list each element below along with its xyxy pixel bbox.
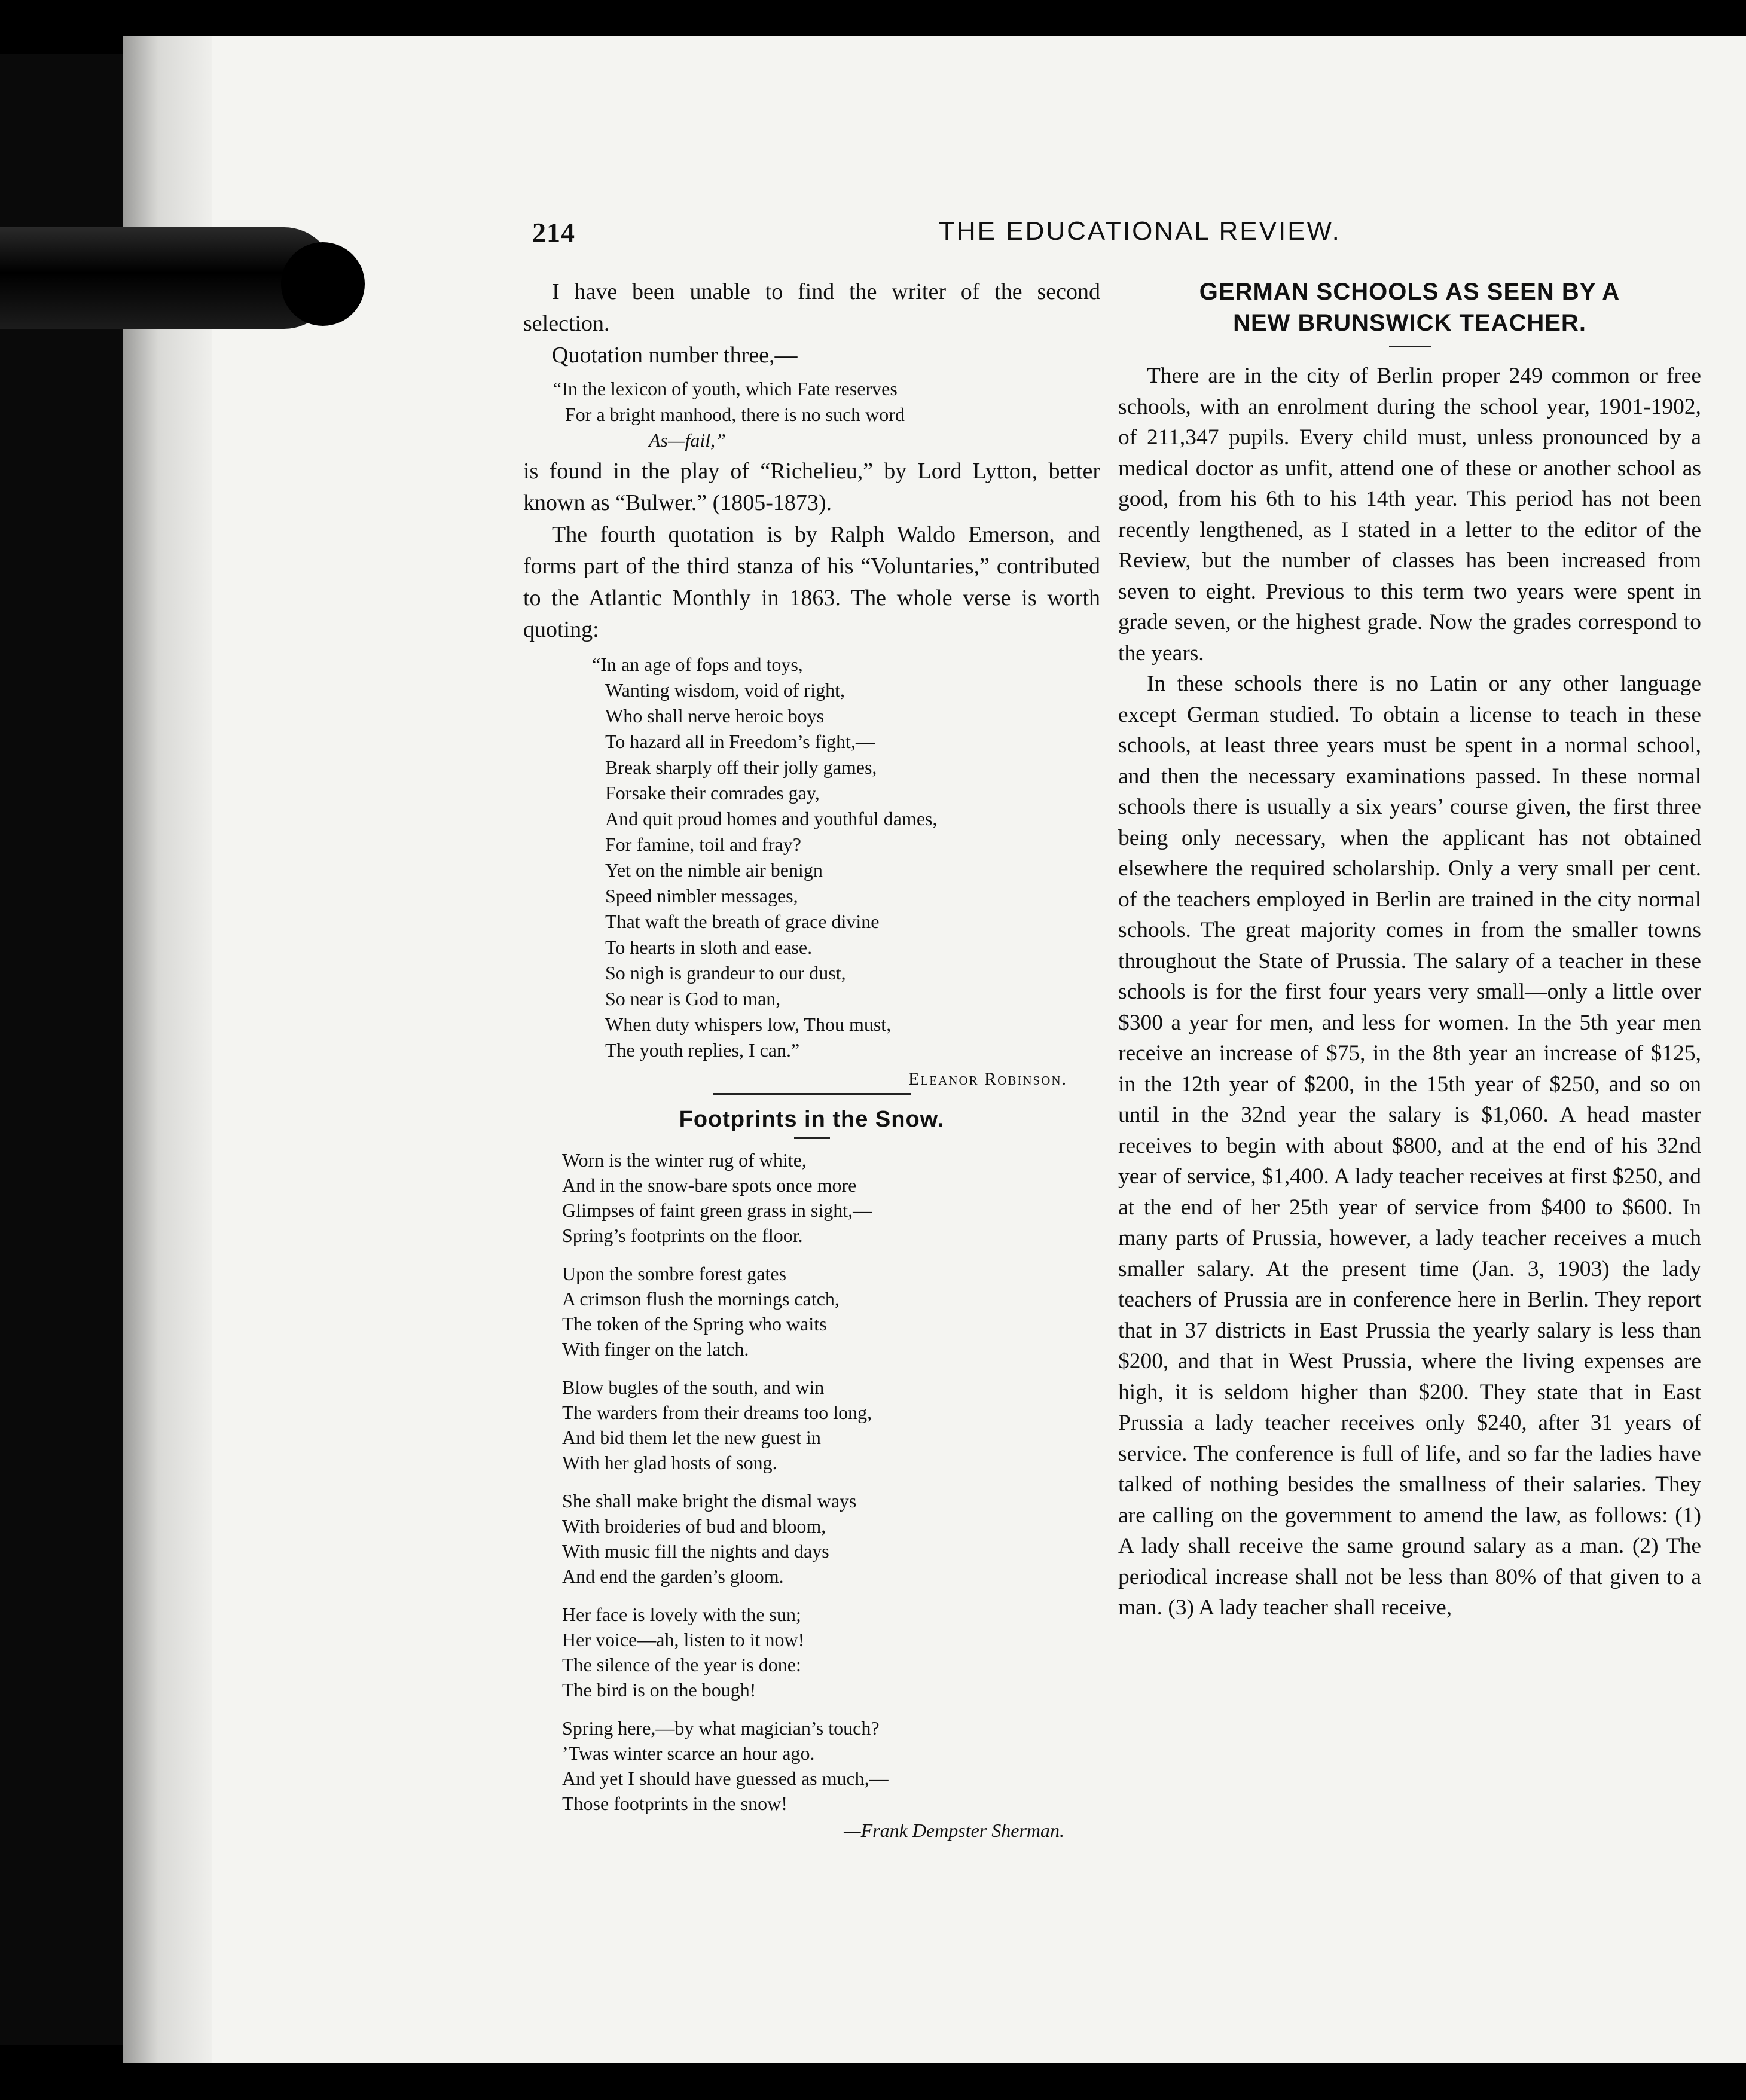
right-column bbox=[1118, 276, 1701, 1623]
verse-line: When duty whispers low, Thou must, bbox=[605, 1014, 892, 1035]
poem-stanza bbox=[562, 1488, 1100, 1589]
verse-line: Yet on the nimble air benign bbox=[605, 859, 823, 881]
verse-line: The token of the Spring who waits bbox=[562, 1313, 827, 1335]
poem-title: Footprints in the Snow. bbox=[679, 1107, 945, 1132]
page-header bbox=[532, 216, 1635, 258]
verse-line: ’Twas winter scarce an hour ago. bbox=[562, 1742, 815, 1764]
scan-border bbox=[0, 54, 123, 2045]
verse-line: Blow bugles of the south, and win bbox=[562, 1376, 825, 1398]
verse-line: Worn is the winter rug of white, bbox=[562, 1149, 807, 1171]
signature: Eleanor Robinson. bbox=[908, 1069, 1067, 1089]
verse-line: The youth replies, I can.” bbox=[605, 1039, 800, 1061]
verse-line: Speed nimbler messages, bbox=[605, 885, 798, 906]
poem-stanza bbox=[562, 1716, 1100, 1816]
title-rule bbox=[1389, 346, 1431, 347]
verse-line: And end the garden’s gloom. bbox=[562, 1565, 784, 1587]
quotation-block bbox=[553, 376, 1100, 453]
verse-line: With broideries of bud and bloom, bbox=[562, 1515, 826, 1537]
verse-line: To hearts in sloth and ease. bbox=[605, 936, 813, 958]
verse-line: And in the snow-bare spots once more bbox=[562, 1174, 857, 1196]
verse-line: The bird is on the bough! bbox=[562, 1679, 756, 1701]
emerson-verse bbox=[592, 652, 1100, 1063]
poem-stanza bbox=[562, 1375, 1100, 1475]
verse-line: Who shall nerve heroic boys bbox=[605, 705, 825, 727]
article-title: GERMAN SCHOOLS AS SEEN BY A bbox=[1199, 279, 1620, 305]
paragraph: The fourth quotation is by Ralph Waldo Emerson, and forms part of the third stanza of his “Voluntaries,” contributed to the Atlantic Monthly in 1863. The whole verse is worth quoting: bbox=[523, 522, 1100, 642]
verse-line: With music fill the nights and days bbox=[562, 1540, 829, 1562]
verse-line: Those footprints in the snow! bbox=[562, 1793, 787, 1814]
verse-line: Break sharply off their jolly games, bbox=[605, 756, 877, 778]
poem-stanza bbox=[562, 1261, 1100, 1362]
paragraph: Quotation number three,— bbox=[552, 343, 798, 368]
verse-line: And yet I should have guessed as much,— bbox=[562, 1768, 889, 1789]
left-column bbox=[523, 276, 1100, 1842]
divider-rule bbox=[713, 1093, 911, 1095]
verse-line: Upon the sombre forest gates bbox=[562, 1263, 787, 1284]
paragraph: is found in the play of “Richelieu,” by Lord Lytton, better known as “Bulwer.” (1805-1873). bbox=[523, 459, 1100, 515]
title-rule bbox=[794, 1137, 830, 1139]
poem-body bbox=[562, 1147, 1100, 1816]
verse-line: Her voice—ah, listen to it now! bbox=[562, 1629, 805, 1650]
page-number: 214 bbox=[532, 217, 575, 248]
verse-line: So near is God to man, bbox=[605, 988, 781, 1009]
verse-line: Spring’s footprints on the floor. bbox=[562, 1225, 803, 1246]
verse-line: Her face is lovely with the sun; bbox=[562, 1604, 801, 1625]
verse-line: Glimpses of faint green grass in sight,— bbox=[562, 1199, 872, 1221]
paragraph: There are in the city of Berlin proper 249 common or free schools, with an enrolment during the school year, 1901-1902, of 211,347 pupils. Every child must, unless pronounced by a medical doctor as unfit, attend one of these or another school as good, from his 6th to his 14th year. This period has not been recently lengthened, as I stated in a letter to the editor of the Review, but the number of classes has been increased from seven to eight. Previous to this term two years were spent in grade seven, or the highest grade. Now the grades correspond to the years. bbox=[1118, 364, 1701, 666]
article-title: NEW BRUNSWICK TEACHER. bbox=[1233, 310, 1586, 336]
verse-line: As—fail,” bbox=[649, 429, 726, 451]
verse-line: With finger on the latch. bbox=[562, 1338, 749, 1360]
verse-line: That waft the breath of grace divine bbox=[605, 911, 880, 932]
verse-line: “In an age of fops and toys, bbox=[592, 654, 803, 675]
verse-line: Wanting wisdom, void of right, bbox=[605, 679, 845, 701]
verse-line: So nigh is grandeur to our dust, bbox=[605, 962, 846, 984]
verse-line: A crimson flush the mornings catch, bbox=[562, 1288, 840, 1310]
verse-line: And bid them let the new guest in bbox=[562, 1427, 821, 1448]
verse-line: And quit proud homes and youthful dames, bbox=[605, 808, 938, 829]
verse-line: The warders from their dreams too long, bbox=[562, 1402, 872, 1423]
verse-line: The silence of the year is done: bbox=[562, 1654, 801, 1675]
poem-stanza bbox=[562, 1147, 1100, 1248]
verse-line: “In the lexicon of youth, which Fate reserves bbox=[553, 378, 898, 399]
verse-line: Forsake their comrades gay, bbox=[605, 782, 820, 804]
poem-credit: —Frank Dempster Sherman. bbox=[844, 1820, 1064, 1841]
paragraph: In these schools there is no Latin or any other language except German studied. To obtain a license to teach in these schools, at least three years must be spent in a normal school, and then the necessary examinations passed. In these normal schools there is usually a six years’ course given, the first three being only necessary, when the applicant has not obtained elsewhere the required scholarship. Only a very small per cent. of the teachers employed in Berlin are trained in the city normal schools. The great majority comes in from the smaller towns throughout the State of Prussia. The salary of a teacher in these schools is for the first four years very small—only a little over $300 a year for men, and less for women. In the 5th year men receive an increase of $75, in the 8th year an increase of $125, in the 12th year of $200, in the 15th year of $250, and so on until in the 32nd year the salary is $1,060. A head master receives to begin with about $800, and at the end of his 32nd year of service, $1,400. A lady teacher receives at first $250, and at the end of her 25th year of service from $400 to $600. In many parts of Prussia, however, a lady teacher receives a much smaller salary. At the present time (Jan. 3, 1903) the lady teachers of Prussia are in conference here in Berlin. They report that in 37 districts in East Prussia the yearly salary is less than $200, and that in West Prussia, where the living expenses are high, it is seldom higher than $200. They state that in East Prussia a lady teacher receives only $240, after 31 years of service. The conference is full of life, and so far the ladies have talked of nothing besides the smallness of their salaries. They are calling on the government to amend the law, as follows: (1) A lady shall receive the same ground salary as a man. (2) The periodical increase shall not be less than 80% of that given to a man. (3) A lady teacher shall receive, bbox=[1118, 671, 1701, 1620]
verse-line: With her glad hosts of song. bbox=[562, 1452, 777, 1473]
verse-line: For a bright manhood, there is no such word bbox=[565, 404, 905, 425]
verse-line: She shall make bright the dismal ways bbox=[562, 1490, 857, 1512]
binding-clip-end bbox=[281, 242, 365, 326]
verse-line: To hazard all in Freedom’s fight,— bbox=[605, 731, 875, 752]
verse-line: Spring here,—by what magician’s touch? bbox=[562, 1717, 880, 1739]
paragraph: I have been unable to find the writer of the second selection. bbox=[523, 279, 1100, 336]
running-title: THE EDUCATIONAL REVIEW. bbox=[939, 216, 1341, 246]
poem-stanza bbox=[562, 1602, 1100, 1702]
verse-line: For famine, toil and fray? bbox=[605, 834, 801, 855]
page-binding-edge bbox=[123, 36, 212, 2063]
